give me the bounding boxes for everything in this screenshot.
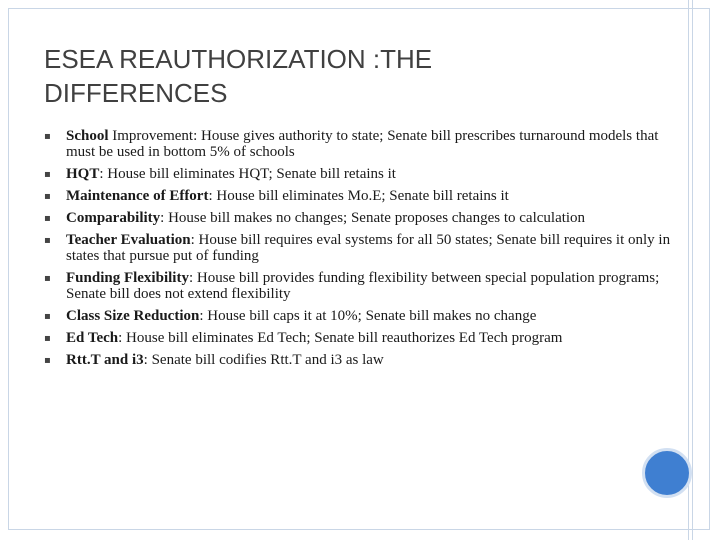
list-item bbox=[44, 330, 674, 346]
bullet-text: : House bill provides funding flexibility between special population programs; Senate bill does not extend flexibility bbox=[66, 270, 660, 302]
bullet-term: Ed Tech bbox=[66, 330, 119, 346]
bullet-text: : House bill caps it at 10%; Senate bill makes no change bbox=[199, 308, 537, 324]
bullet-text: Improvement: House gives authority to state; Senate bill prescribes turnaround models that must be used in bottom 5% of schools bbox=[66, 128, 659, 160]
bullet-list bbox=[44, 128, 674, 374]
square-bullet-icon: ▪ bbox=[44, 235, 51, 246]
square-bullet-icon: ▪ bbox=[44, 169, 51, 180]
list-item bbox=[44, 128, 674, 160]
list-item bbox=[44, 270, 674, 302]
bullet-term: HQT bbox=[66, 166, 100, 182]
bullet-term: School bbox=[66, 128, 109, 144]
bullet-text: : House bill requires eval systems for all 50 states; Senate bill requires it only in states that pursue put of funding bbox=[66, 232, 671, 264]
square-bullet-icon: ▪ bbox=[44, 333, 51, 344]
bullet-text: : House bill makes no changes; Senate proposes changes to calculation bbox=[160, 210, 586, 226]
square-bullet-icon: ▪ bbox=[44, 191, 51, 202]
list-item bbox=[44, 188, 674, 204]
list-item bbox=[44, 166, 674, 182]
square-bullet-icon: ▪ bbox=[44, 213, 51, 224]
bullet-text: : House bill eliminates Mo.E; Senate bill retains it bbox=[208, 188, 509, 204]
bullet-text: : House bill eliminates HQT; Senate bill retains it bbox=[99, 166, 396, 182]
list-item bbox=[44, 308, 674, 324]
bullet-term: Maintenance of Effort bbox=[66, 188, 209, 204]
frame-line bbox=[692, 0, 693, 540]
list-item bbox=[44, 232, 674, 264]
slide-title: ESEA REAUTHORIZATION :THE DIFFERENCES bbox=[44, 44, 433, 108]
bullet-text: : Senate bill codifies Rtt.T and i3 as law bbox=[143, 352, 384, 368]
bullet-term: Rtt.T and i3 bbox=[66, 352, 144, 368]
square-bullet-icon: ▪ bbox=[44, 355, 51, 366]
bullet-term: Teacher Evaluation bbox=[66, 232, 191, 248]
list-item bbox=[44, 210, 674, 226]
square-bullet-icon: ▪ bbox=[44, 131, 51, 142]
list-item bbox=[44, 352, 674, 368]
bullet-term: Comparability bbox=[66, 210, 161, 226]
bullet-term: Class Size Reduction bbox=[66, 308, 200, 324]
bullet-text: : House bill eliminates Ed Tech; Senate bill reauthorizes Ed Tech program bbox=[118, 330, 563, 346]
decorative-circle bbox=[642, 448, 692, 498]
bullet-term: Funding Flexibility bbox=[66, 270, 189, 286]
square-bullet-icon: ▪ bbox=[44, 273, 51, 284]
square-bullet-icon: ▪ bbox=[44, 311, 51, 322]
